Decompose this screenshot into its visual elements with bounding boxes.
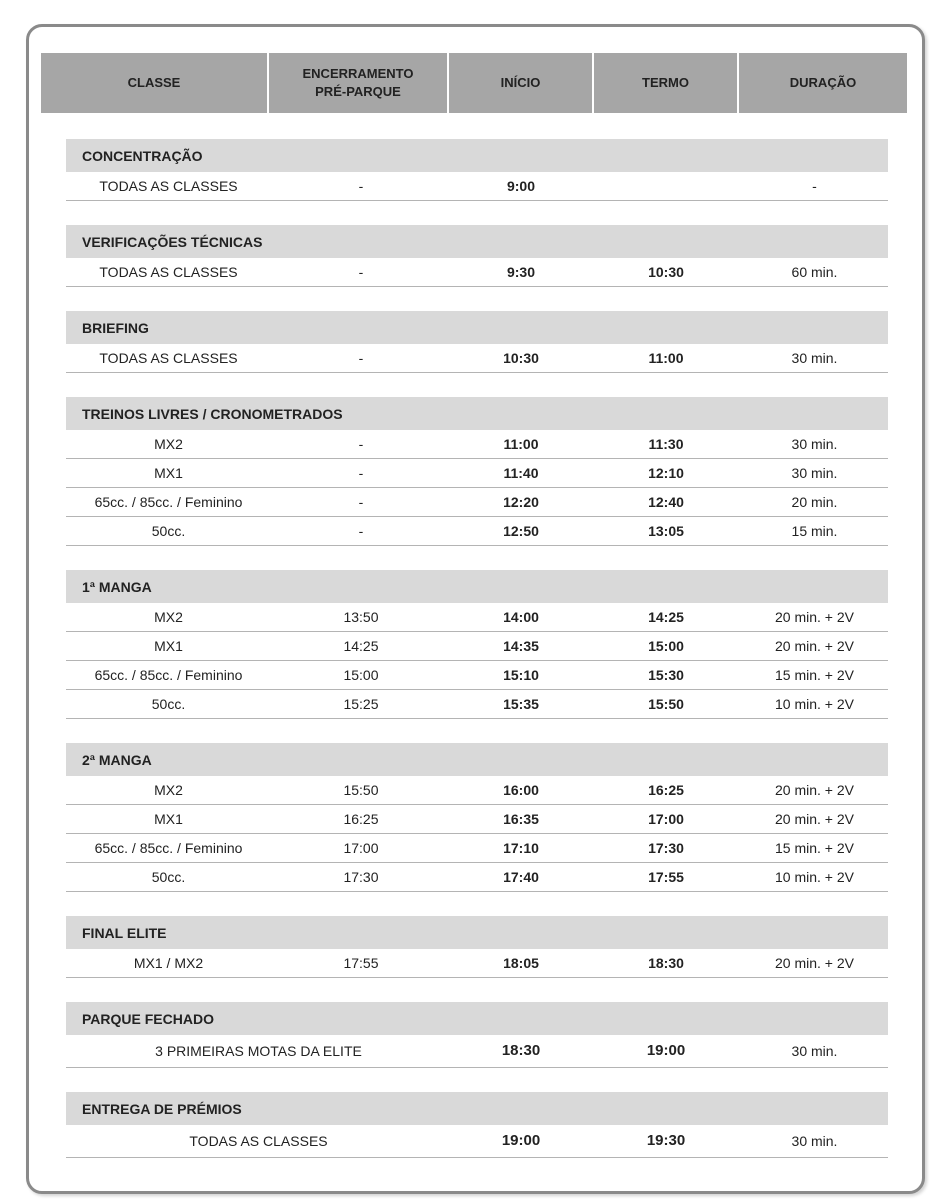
cell-inicio: 9:00: [506, 178, 536, 194]
header-termo: TERMO: [594, 53, 739, 113]
table-row: [66, 949, 888, 978]
cell-duracao: -: [812, 178, 817, 194]
cell-duracao: 30 min.: [791, 436, 838, 452]
table-row: [66, 172, 888, 201]
cell-inicio: 12:20: [503, 494, 539, 510]
section-title: PARQUE FECHADO: [66, 1002, 888, 1035]
cell-classe: MX1: [154, 465, 183, 481]
section-title: VERIFICAÇÕES TÉCNICAS: [66, 225, 888, 258]
schedule-section: [66, 225, 888, 287]
cell-inicio: 15:10: [503, 667, 539, 683]
schedule-section: [66, 916, 888, 978]
cell-inicio: 16:35: [503, 811, 539, 827]
cell-inicio: 18:05: [503, 955, 539, 971]
table-row: [66, 690, 888, 719]
cell-inicio: 12:50: [503, 523, 539, 539]
cell-inicio: 11:00: [503, 436, 539, 452]
schedule-section: [66, 1002, 888, 1068]
cell-encerramento: -: [358, 436, 364, 452]
table-row: [66, 863, 888, 892]
cell-termo: 18:30: [648, 955, 684, 971]
cell-termo: 19:30: [646, 1132, 686, 1149]
cell-encerramento: -: [358, 494, 364, 510]
cell-encerramento: 17:00: [343, 840, 379, 856]
cell-classe: MX2: [154, 782, 183, 798]
cell-termo: 10:30: [648, 264, 684, 280]
section-title: CONCENTRAÇÃO: [66, 139, 888, 172]
cell-termo: 15:50: [648, 696, 684, 712]
cell-duracao: 20 min.: [791, 494, 838, 510]
cell-duracao: 30 min.: [791, 350, 838, 366]
section-title: TREINOS LIVRES / CRONOMETRADOS: [66, 397, 888, 430]
table-row: [66, 661, 888, 690]
cell-classe: MX2: [154, 609, 183, 625]
cell-encerramento: -: [358, 264, 364, 280]
cell-encerramento: -: [358, 350, 364, 366]
section-title: BRIEFING: [66, 311, 888, 344]
cell-termo: 12:40: [648, 494, 684, 510]
schedule-section: [66, 139, 888, 201]
cell-termo: 14:25: [648, 609, 684, 625]
cell-duracao: 20 min. + 2V: [775, 811, 854, 827]
cell-termo: 11:30: [648, 436, 684, 452]
cell-duracao: 10 min. + 2V: [775, 696, 854, 712]
cell-termo: 13:05: [648, 523, 684, 539]
cell-duracao: 60 min.: [791, 264, 838, 280]
cell-inicio: 18:30: [501, 1042, 541, 1059]
table-row: [66, 805, 888, 834]
cell-inicio: 19:00: [501, 1132, 541, 1149]
cell-inicio: 14:00: [503, 609, 539, 625]
cell-termo: 11:00: [648, 350, 684, 366]
cell-duracao: 15 min. + 2V: [775, 667, 854, 683]
cell-inicio: 9:30: [506, 264, 536, 280]
table-row: [66, 1035, 888, 1068]
table-header: [41, 53, 907, 113]
cell-encerramento: -: [358, 523, 364, 539]
cell-classe: TODAS AS CLASSES: [99, 178, 238, 194]
cell-inicio: 17:40: [503, 869, 539, 885]
table-row: [66, 517, 888, 546]
cell-encerramento: 17:30: [343, 869, 379, 885]
section-title: 1ª MANGA: [66, 570, 888, 603]
section-title: ENTREGA DE PRÉMIOS: [66, 1092, 888, 1125]
cell-classe: MX2: [154, 436, 183, 452]
section-title: 2ª MANGA: [66, 743, 888, 776]
schedule-section: [66, 311, 888, 373]
table-row: [66, 258, 888, 287]
table-row: [66, 776, 888, 805]
cell-classe: 65cc. / 85cc. / Feminino: [94, 494, 243, 510]
cell-encerramento: 16:25: [343, 811, 379, 827]
cell-classe: TODAS AS CLASSES: [99, 350, 238, 366]
cell-classe: 50cc.: [151, 523, 186, 539]
cell-encerramento: 14:25: [343, 638, 379, 654]
cell-encerramento: 17:55: [343, 955, 379, 971]
cell-duracao: 20 min. + 2V: [775, 955, 854, 971]
header-duracao: DURAÇÃO: [789, 75, 857, 91]
cell-encerramento: 15:50: [343, 782, 379, 798]
cell-classe: 50cc.: [151, 869, 186, 885]
cell-termo: 19:00: [646, 1042, 686, 1059]
cell-encerramento: 15:25: [343, 696, 379, 712]
cell-classe: MX1 / MX2: [133, 955, 204, 971]
header-inicio: INÍCIO: [449, 53, 594, 113]
cell-classe: TODAS AS CLASSES: [189, 1133, 328, 1149]
table-row: [66, 488, 888, 517]
cell-duracao: 20 min. + 2V: [775, 782, 854, 798]
cell-classe: 65cc. / 85cc. / Feminino: [94, 667, 243, 683]
cell-classe: MX1: [154, 638, 183, 654]
cell-termo: 15:30: [648, 667, 684, 683]
cell-duracao: 20 min. + 2V: [775, 638, 854, 654]
schedule-sections: [66, 139, 888, 1182]
cell-duracao: 30 min.: [791, 1133, 838, 1149]
table-row: [66, 834, 888, 863]
cell-classe: MX1: [154, 811, 183, 827]
cell-duracao: 30 min.: [791, 465, 838, 481]
header-encerramento: ENCERRAMENTO PRÉ-PARQUE: [269, 53, 449, 113]
cell-encerramento: 13:50: [343, 609, 379, 625]
cell-termo: 17:00: [648, 811, 684, 827]
table-row: [66, 459, 888, 488]
cell-duracao: 30 min.: [791, 1043, 838, 1059]
cell-inicio: 14:35: [503, 638, 539, 654]
cell-classe: 50cc.: [151, 696, 186, 712]
cell-classe: 65cc. / 85cc. / Feminino: [94, 840, 243, 856]
table-row: [66, 632, 888, 661]
cell-termo: 16:25: [648, 782, 684, 798]
cell-duracao: 15 min.: [791, 523, 838, 539]
cell-inicio: 17:10: [503, 840, 539, 856]
cell-termo: 12:10: [648, 465, 684, 481]
header-classe: CLASSE: [41, 53, 269, 113]
cell-duracao: 10 min. + 2V: [775, 869, 854, 885]
cell-inicio: 11:40: [503, 465, 539, 481]
table-row: [66, 603, 888, 632]
table-row: [66, 1125, 888, 1158]
cell-duracao: 15 min. + 2V: [775, 840, 854, 856]
cell-classe: 3 PRIMEIRAS MOTAS DA ELITE: [155, 1043, 362, 1059]
table-row: [66, 430, 888, 459]
cell-encerramento: -: [358, 178, 364, 194]
cell-encerramento: 15:00: [343, 667, 379, 683]
cell-duracao: 20 min. + 2V: [775, 609, 854, 625]
cell-classe: TODAS AS CLASSES: [99, 264, 238, 280]
schedule-section: [66, 570, 888, 719]
table-row: [66, 344, 888, 373]
cell-termo: 17:30: [648, 840, 684, 856]
cell-inicio: 16:00: [503, 782, 539, 798]
cell-termo: 17:55: [648, 869, 684, 885]
schedule-section: [66, 1092, 888, 1158]
schedule-section: [66, 397, 888, 546]
cell-termo: 15:00: [648, 638, 684, 654]
cell-inicio: 15:35: [503, 696, 539, 712]
schedule-section: [66, 743, 888, 892]
section-title: FINAL ELITE: [66, 916, 888, 949]
cell-inicio: 10:30: [503, 350, 539, 366]
cell-encerramento: -: [358, 465, 364, 481]
